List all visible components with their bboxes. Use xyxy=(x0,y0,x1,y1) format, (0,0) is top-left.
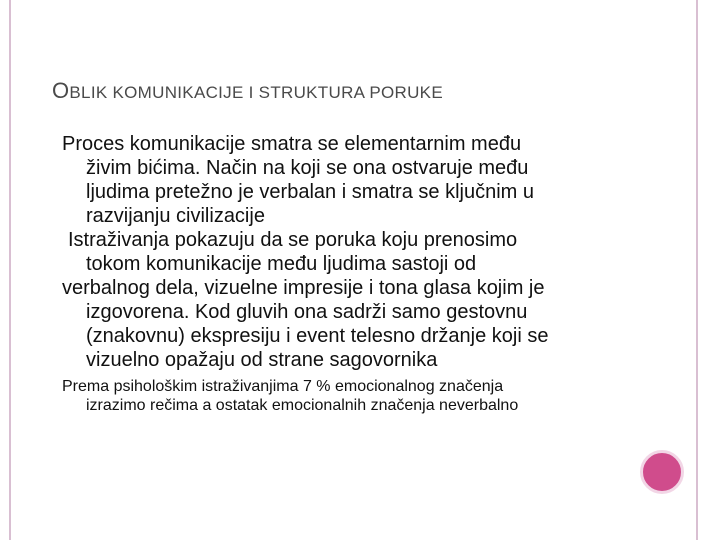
paragraph-line: ljudima pretežno je verbalan i smatra se ključnim u xyxy=(86,181,534,203)
slide-body xyxy=(62,132,662,415)
paragraph-1 xyxy=(62,132,662,228)
paragraph-line: Istraživanja pokazuju da se poruka koju prenosimo xyxy=(68,229,518,251)
paragraph-line: (znakovnu) ekspresiju i event telesno držanje koji se xyxy=(86,325,549,347)
paragraph-line: razvijanju civilizacije xyxy=(86,205,265,227)
paragraph-line: izrazimo rečima a ostatak emocionalnih značenja neverbalno xyxy=(86,397,519,414)
paragraph-line: verbalnog dela, vizuelne impresije i tona glasa kojim je xyxy=(62,277,545,299)
paragraph-line: Proces komunikacije smatra se elementarnim među xyxy=(62,133,522,155)
paragraph-line: izgovorena. Kod gluvih ona sadrži samo gestovnu xyxy=(86,301,528,323)
decorative-circle xyxy=(640,450,684,494)
paragraph-line: Prema psihološkim istraživanjima 7 % emocionalnog značenja xyxy=(62,378,504,395)
paragraph-line: vizuelno opažaju od strane sagovornika xyxy=(86,349,438,371)
paragraph-2 xyxy=(62,228,662,372)
paragraph-line: tokom komunikacije među ljudima sastoji od xyxy=(86,253,477,275)
title-rest: BLIK KOMUNIKACIJE I STRUKTURA PORUKE xyxy=(69,83,443,102)
title-first-letter: O xyxy=(52,78,70,103)
paragraph-line: živim bićima. Način na koji se ona ostvaruje među xyxy=(86,157,529,179)
slide-title xyxy=(52,78,443,104)
paragraph-3 xyxy=(62,377,662,415)
